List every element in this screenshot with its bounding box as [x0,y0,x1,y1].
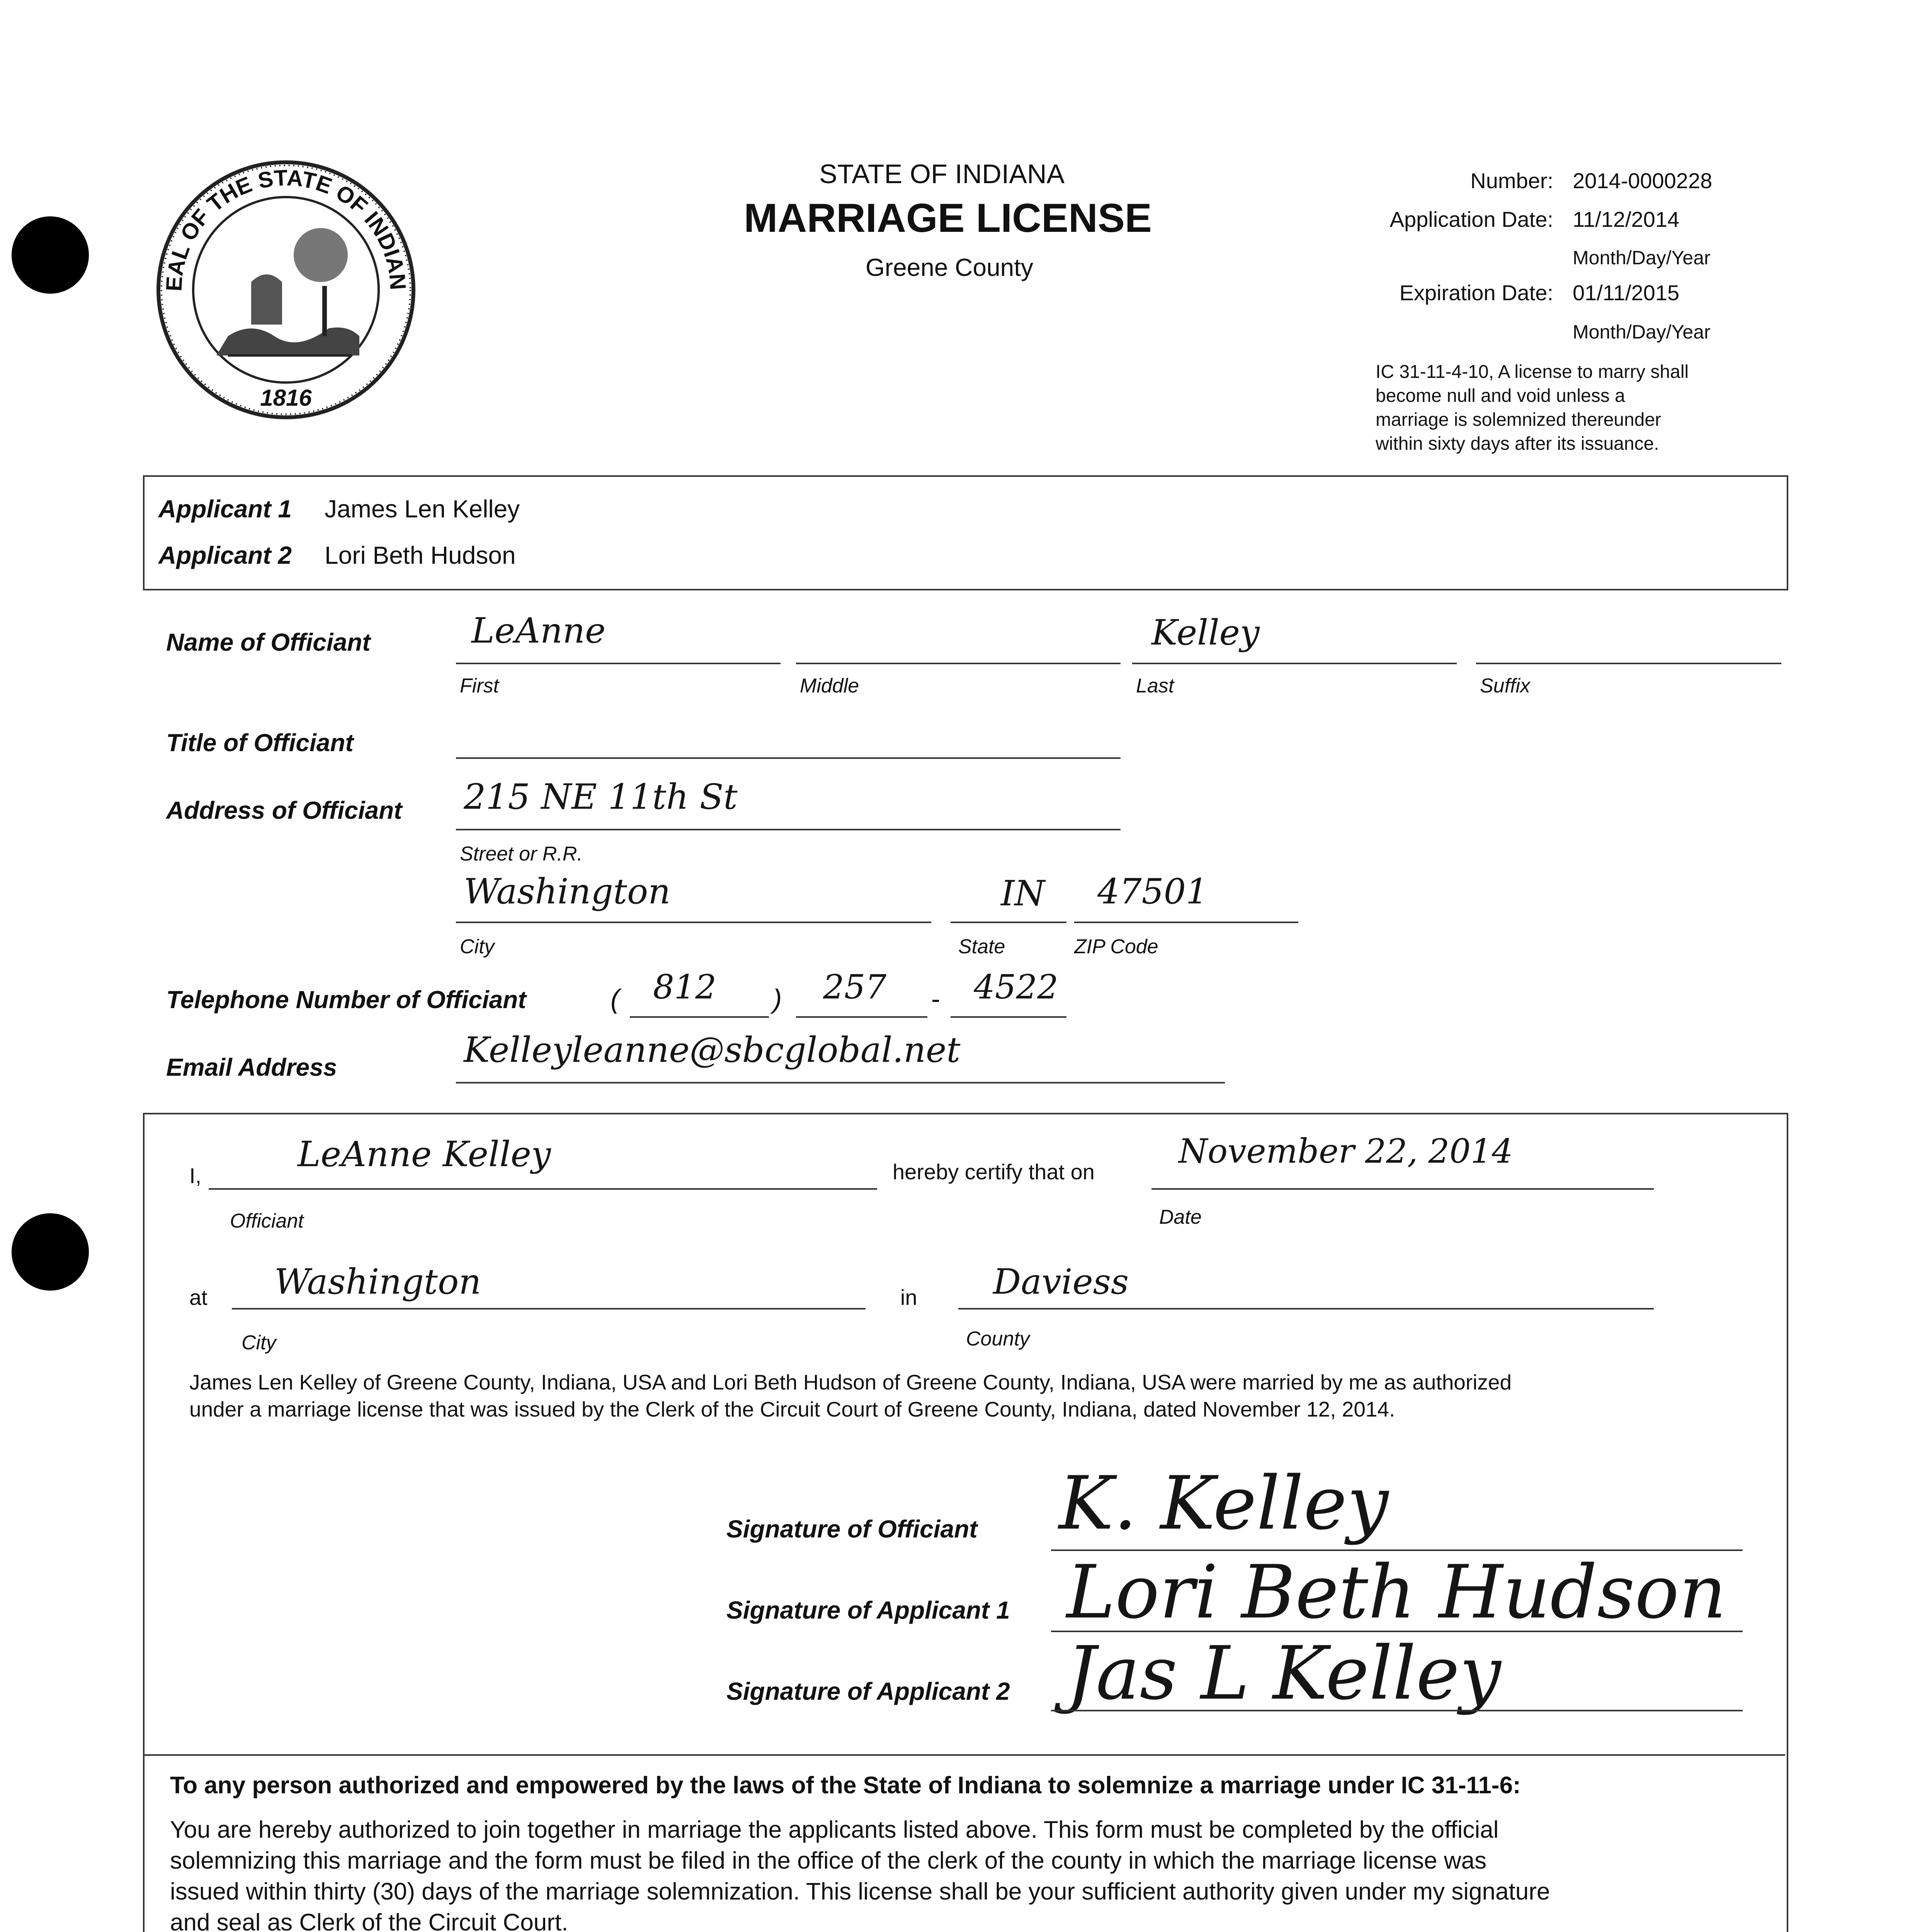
email-value: Kelleyleanne@sbcglobal.net [464,1030,961,1070]
phone-area-line [630,1016,769,1018]
applicant2-label: Applicant 2 [158,541,292,569]
certify-in-label: in [900,1285,917,1310]
officiant-name-label: Name of Officiant [166,628,371,656]
authorization-heading: To any person authorized and empowered by the laws of the State of Indiana to solemnize a marriage under IC 31-11-6: [170,1772,1521,1799]
phone-prefix-line [796,1016,927,1018]
expiration-date-value: 01/11/2015 [1573,281,1680,305]
officiant-state: IN [1001,873,1045,914]
applicant1-name: James Len Kelley [325,495,520,523]
sig-applicant1-label: Signature of Applicant 1 [726,1596,1010,1624]
state-line: STATE OF INDIANA [819,159,1065,189]
certify-at-label: at [189,1285,207,1310]
middle-caption: Middle [800,675,859,697]
expiration-date-format: Month/Day/Year [1573,321,1711,343]
certify-county-caption: County [966,1328,1030,1350]
expiration-date-label: Expiration Date: [1399,281,1553,305]
applicant2-name: Lori Beth Hudson [325,541,516,569]
street-caption: Street or R.R. [460,843,583,865]
application-date-value: 11/12/2014 [1573,207,1680,231]
certify-date: November 22, 2014 [1179,1132,1513,1171]
phone-prefix: 257 [823,968,887,1007]
punch-hole-top [12,216,89,294]
sig-applicant2: Jas L Kelley [1066,1631,1501,1716]
authorization-body-line-3: issued within thirty (30) days of the marriage solemnization. This license shall be your sufficient authority given under my signature [170,1878,1550,1905]
zip-caption: ZIP Code [1074,935,1158,958]
certify-county-line [958,1308,1654,1310]
suffix-caption: Suffix [1480,675,1531,697]
county-name: Greene County [866,253,1034,281]
number-label: Number: [1470,168,1553,193]
last-name-line [1132,663,1457,664]
email-line [456,1082,1225,1083]
certify-date-caption: Date [1159,1206,1202,1228]
authorization-body-line-1: You are hereby authorized to join together in marriage the applicants listed above. This form must be completed by the official [170,1816,1499,1843]
last-caption: Last [1136,675,1174,697]
middle-name-line [796,663,1121,664]
number-value: 2014-0000228 [1573,168,1713,193]
state-line-rule [951,922,1066,923]
suffix-line [1476,663,1781,664]
certify-city: Washington [274,1262,481,1302]
officiant-street: 215 NE 11th St [464,777,738,817]
validity-notice-line-3: marriage is solemnized thereunder [1376,410,1662,430]
zip-line [1074,922,1298,923]
title-line [456,757,1121,759]
first-caption: First [460,675,499,697]
state-seal [151,155,421,425]
street-line [456,829,1121,830]
phone-area-code: 812 [653,968,717,1007]
phone-close-paren: ) [773,984,782,1014]
phone-dash: - [931,984,940,1014]
certify-county: Daviess [993,1262,1129,1302]
sig-applicant1: Lori Beth Hudson [1066,1549,1726,1635]
state-caption: State [958,935,1005,958]
certify-city-line [232,1308,866,1310]
seal-year: 1816 [260,385,312,411]
officiant-first-name: LeAnne [471,611,606,651]
officiant-title-label: Title of Officiant [166,729,354,757]
application-date-label: Application Date: [1389,207,1553,231]
sig-applicant2-line [1051,1710,1743,1711]
seal-text: EAL OF THE STATE OF INDIAN [161,165,411,292]
punch-hole-middle [12,1213,89,1291]
certify-statement-line-2: under a marriage license that was issued by the Clerk of the Circuit Court of Greene County, Indiana, dated November 12, 2014. [189,1397,1395,1421]
officiant-city: Washington [464,871,671,912]
city-line [456,922,931,923]
applicants-box [143,475,1788,590]
city-caption: City [460,935,495,958]
authorization-body-line-2: solemnizing this marriage and the form must be filed in the office of the clerk of the county in which the marriage license was [170,1847,1487,1874]
validity-notice-line-1: IC 31-11-4-10, A license to marry shall [1376,362,1689,382]
sig-officiant-label: Signature of Officiant [726,1515,978,1543]
phone-open-paren: ( [611,984,620,1014]
officiant-zip: 47501 [1097,871,1208,912]
section-divider [145,1754,1785,1756]
certify-statement-line-1: James Len Kelley of Greene County, Indiana, USA and Lori Beth Hudson of Greene County, Indiana, USA were married by me as authorized [189,1370,1512,1394]
certify-text: hereby certify that on [893,1160,1095,1184]
officiant-phone-label: Telephone Number of Officiant [166,986,526,1014]
certify-officiant-name: LeAnne Kelley [298,1134,551,1175]
phone-line-number: 4522 [974,968,1058,1007]
sig-officiant: K. Kelley [1059,1461,1389,1546]
validity-notice-line-2: become null and void unless a [1376,386,1625,406]
application-date-format: Month/Day/Year [1573,247,1711,269]
document-title: MARRIAGE LICENSE [744,196,1152,241]
validity-notice-line-4: within sixty days after its issuance. [1376,434,1659,454]
certify-date-line [1151,1188,1654,1190]
applicant1-label: Applicant 1 [158,495,292,523]
first-name-line [456,663,781,664]
authorization-body-line-4: and seal as Clerk of the Circuit Court. [170,1909,568,1932]
certify-officiant-line [209,1188,877,1190]
email-label: Email Address [166,1053,337,1081]
officiant-last-name: Kelley [1151,612,1260,653]
certify-i-label: I, [189,1163,202,1188]
certify-officiant-caption: Officiant [230,1210,304,1232]
certify-city-caption: City [242,1332,276,1354]
phone-number-line [951,1016,1066,1018]
svg-text:SEAL OF THE STATE OF INDIANA [151,155,411,292]
officiant-address-label: Address of Officiant [166,796,402,824]
sig-applicant2-label: Signature of Applicant 2 [726,1677,1010,1705]
